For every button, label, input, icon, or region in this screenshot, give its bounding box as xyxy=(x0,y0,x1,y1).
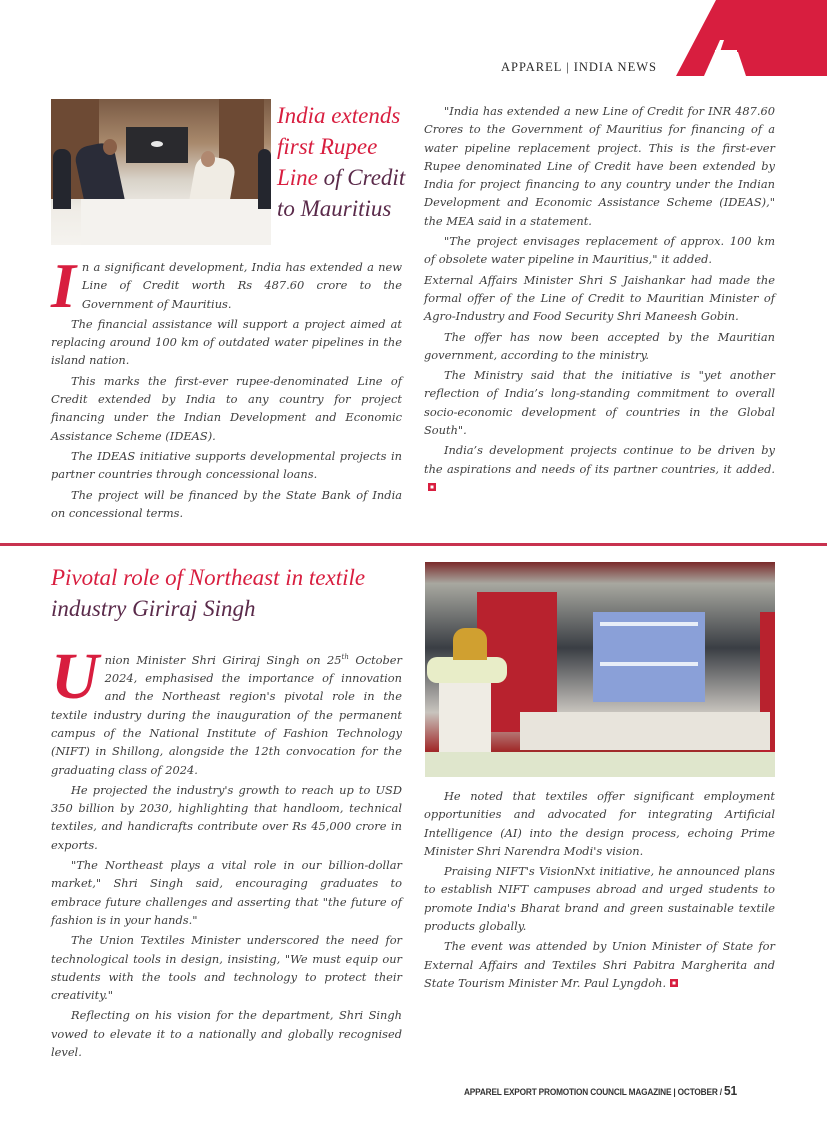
article2-dropcap: U xyxy=(51,640,99,713)
article1-headline xyxy=(277,100,412,224)
page-number: 51 xyxy=(723,1083,737,1098)
article1-right-column xyxy=(424,102,775,498)
end-mark-icon xyxy=(670,979,678,987)
flowers-podium xyxy=(427,657,507,683)
article2-left-column xyxy=(51,640,402,1063)
article1-paragraph: The financial assistance will support a project aimed at replacing around 100 km of outdated water pipelines in the island nation. xyxy=(51,316,402,368)
magazine-logo-icon xyxy=(676,0,827,76)
section-divider xyxy=(0,543,827,546)
article1-paragraph: The IDEAS initiative supports developmental projects in partner countries through concessional loans. xyxy=(51,448,402,482)
article1-paragraph: "The project envisages replacement of approx. 100 km of obsolete water pipeline in Mauritius," it added. xyxy=(424,234,775,267)
article1-paragraph: External Affairs Minister Shri S Jaishankar had made the formal offer of the Line of Credit to Mauritian Minister of Agro-Industry and Food Security Shri Maneesh Gobin. xyxy=(424,272,775,324)
article1-dropcap: I xyxy=(51,250,76,321)
article2-paragraph: "The Northeast plays a vital role in our billion-dollar market," Shri Singh said, encouraging graduates to embrace future challenges and asserting that "the future of fashion is in your hands." xyxy=(51,858,402,927)
article1-paragraph: The offer has now been accepted by the Mauritian government, according to the ministry. xyxy=(424,329,775,362)
speaker xyxy=(453,628,487,660)
article2-paragraph: He projected the industry's growth to reach up to USD 350 billion by 2030, highlighting that handloom, technical textiles, and handicrafts contribute over Rs 45,000 crore in exports. xyxy=(51,782,402,852)
stage-seating xyxy=(520,712,770,750)
article2-headline xyxy=(51,562,421,624)
podium xyxy=(439,680,491,760)
end-mark-icon xyxy=(428,483,436,491)
section-header: APPAREL | INDIA NEWS xyxy=(501,60,657,74)
person-bg-left xyxy=(53,149,71,209)
page-footer xyxy=(464,1083,737,1098)
article2-lead-paragraph: Union Minister Shri Giriraj Singh on 25th October 2024, emphasised the importance of innovation and the Northeast region's pivotal role in the textile industry during the inauguration of the permanent campus of the National Institute of Fashion Technology (NIFT) in Shillong, alongside the 12th convocation for the graduating class of 2024. xyxy=(51,640,402,777)
article2-headline-red: Pivotal role of Northeast in textile xyxy=(51,565,366,590)
table xyxy=(81,199,271,245)
article1-lead-paragraph: In a significant development, India has extended a new Line of Credit worth Rs 487.60 crore to the Government of Mauritius. xyxy=(51,250,402,321)
article2-paragraph: Reflecting on his vision for the department, Shri Singh vowed to elevate it to a nationally and globally recognised level. xyxy=(51,1008,402,1060)
article1-photo xyxy=(51,99,271,245)
article2-paragraph: The Union Textiles Minister underscored the need for technological tools in design, insisting, "We must equip our students with the tools and technology to protect their creativity." xyxy=(51,933,402,1003)
article1-paragraph: This marks the first-ever rupee-denominated Line of Credit extended by India to any country for project financing under the Indian Development and Economic Assistance Scheme (IDEAS). xyxy=(51,373,402,443)
article2-paragraph: He noted that textiles offer significant employment opportunities and advocated for integrating Artificial Intelligence (AI) into the design process, echoing Prime Minister Shri Narendra Modi's vision. xyxy=(424,789,775,858)
article1-paragraph: "India has extended a new Line of Credit for INR 487.60 Crores to the Government of Mauritius for financing of a water pipeline replacement project. This is the first-ever Rupee denominated Line of Credit have been extended by India for project financing to any country under the Indian Development and Economic Assistance Scheme (IDEAS)," the MEA said in a statement. xyxy=(424,104,775,228)
article2-paragraph: The event was attended by Union Minister of State for External Affairs and Textiles Shri Pabitra Margherita and State Tourism Minister Mr. Paul Lyngdoh. xyxy=(424,939,775,990)
article2-headline-purple: industry Giriraj Singh xyxy=(51,596,256,621)
footer-text: APPAREL EXPORT PROMOTION COUNCIL MAGAZINE | OCTOBER / xyxy=(464,1087,722,1097)
article1-paragraph: India’s development projects continue to be driven by the aspirations and needs of its partner countries, it added. xyxy=(424,441,775,496)
article1-headline-purple: of Credit to Mauritius xyxy=(277,165,406,221)
person-bg-right xyxy=(258,149,271,209)
article1-left-column xyxy=(51,250,402,524)
flowers-front xyxy=(425,752,775,777)
article1-paragraph: The Ministry said that the initiative is "yet another reflection of India’s long-standing commitment to overall socio-economic development of countries in the Global South". xyxy=(424,368,775,438)
article1-paragraph: The project will be financed by the State Bank of India on concessional terms. xyxy=(51,487,402,520)
article2-paragraph: Praising NIFT's VisionNxt initiative, he announced plans to establish NIFT campuses abroad and urged students to promote India's Bharat brand and green sustainable textile products globally. xyxy=(424,864,775,934)
article2-photo xyxy=(425,562,775,777)
article2-right-column xyxy=(424,787,775,994)
article1-headline-red: India extends first Rupee Line xyxy=(277,103,401,190)
